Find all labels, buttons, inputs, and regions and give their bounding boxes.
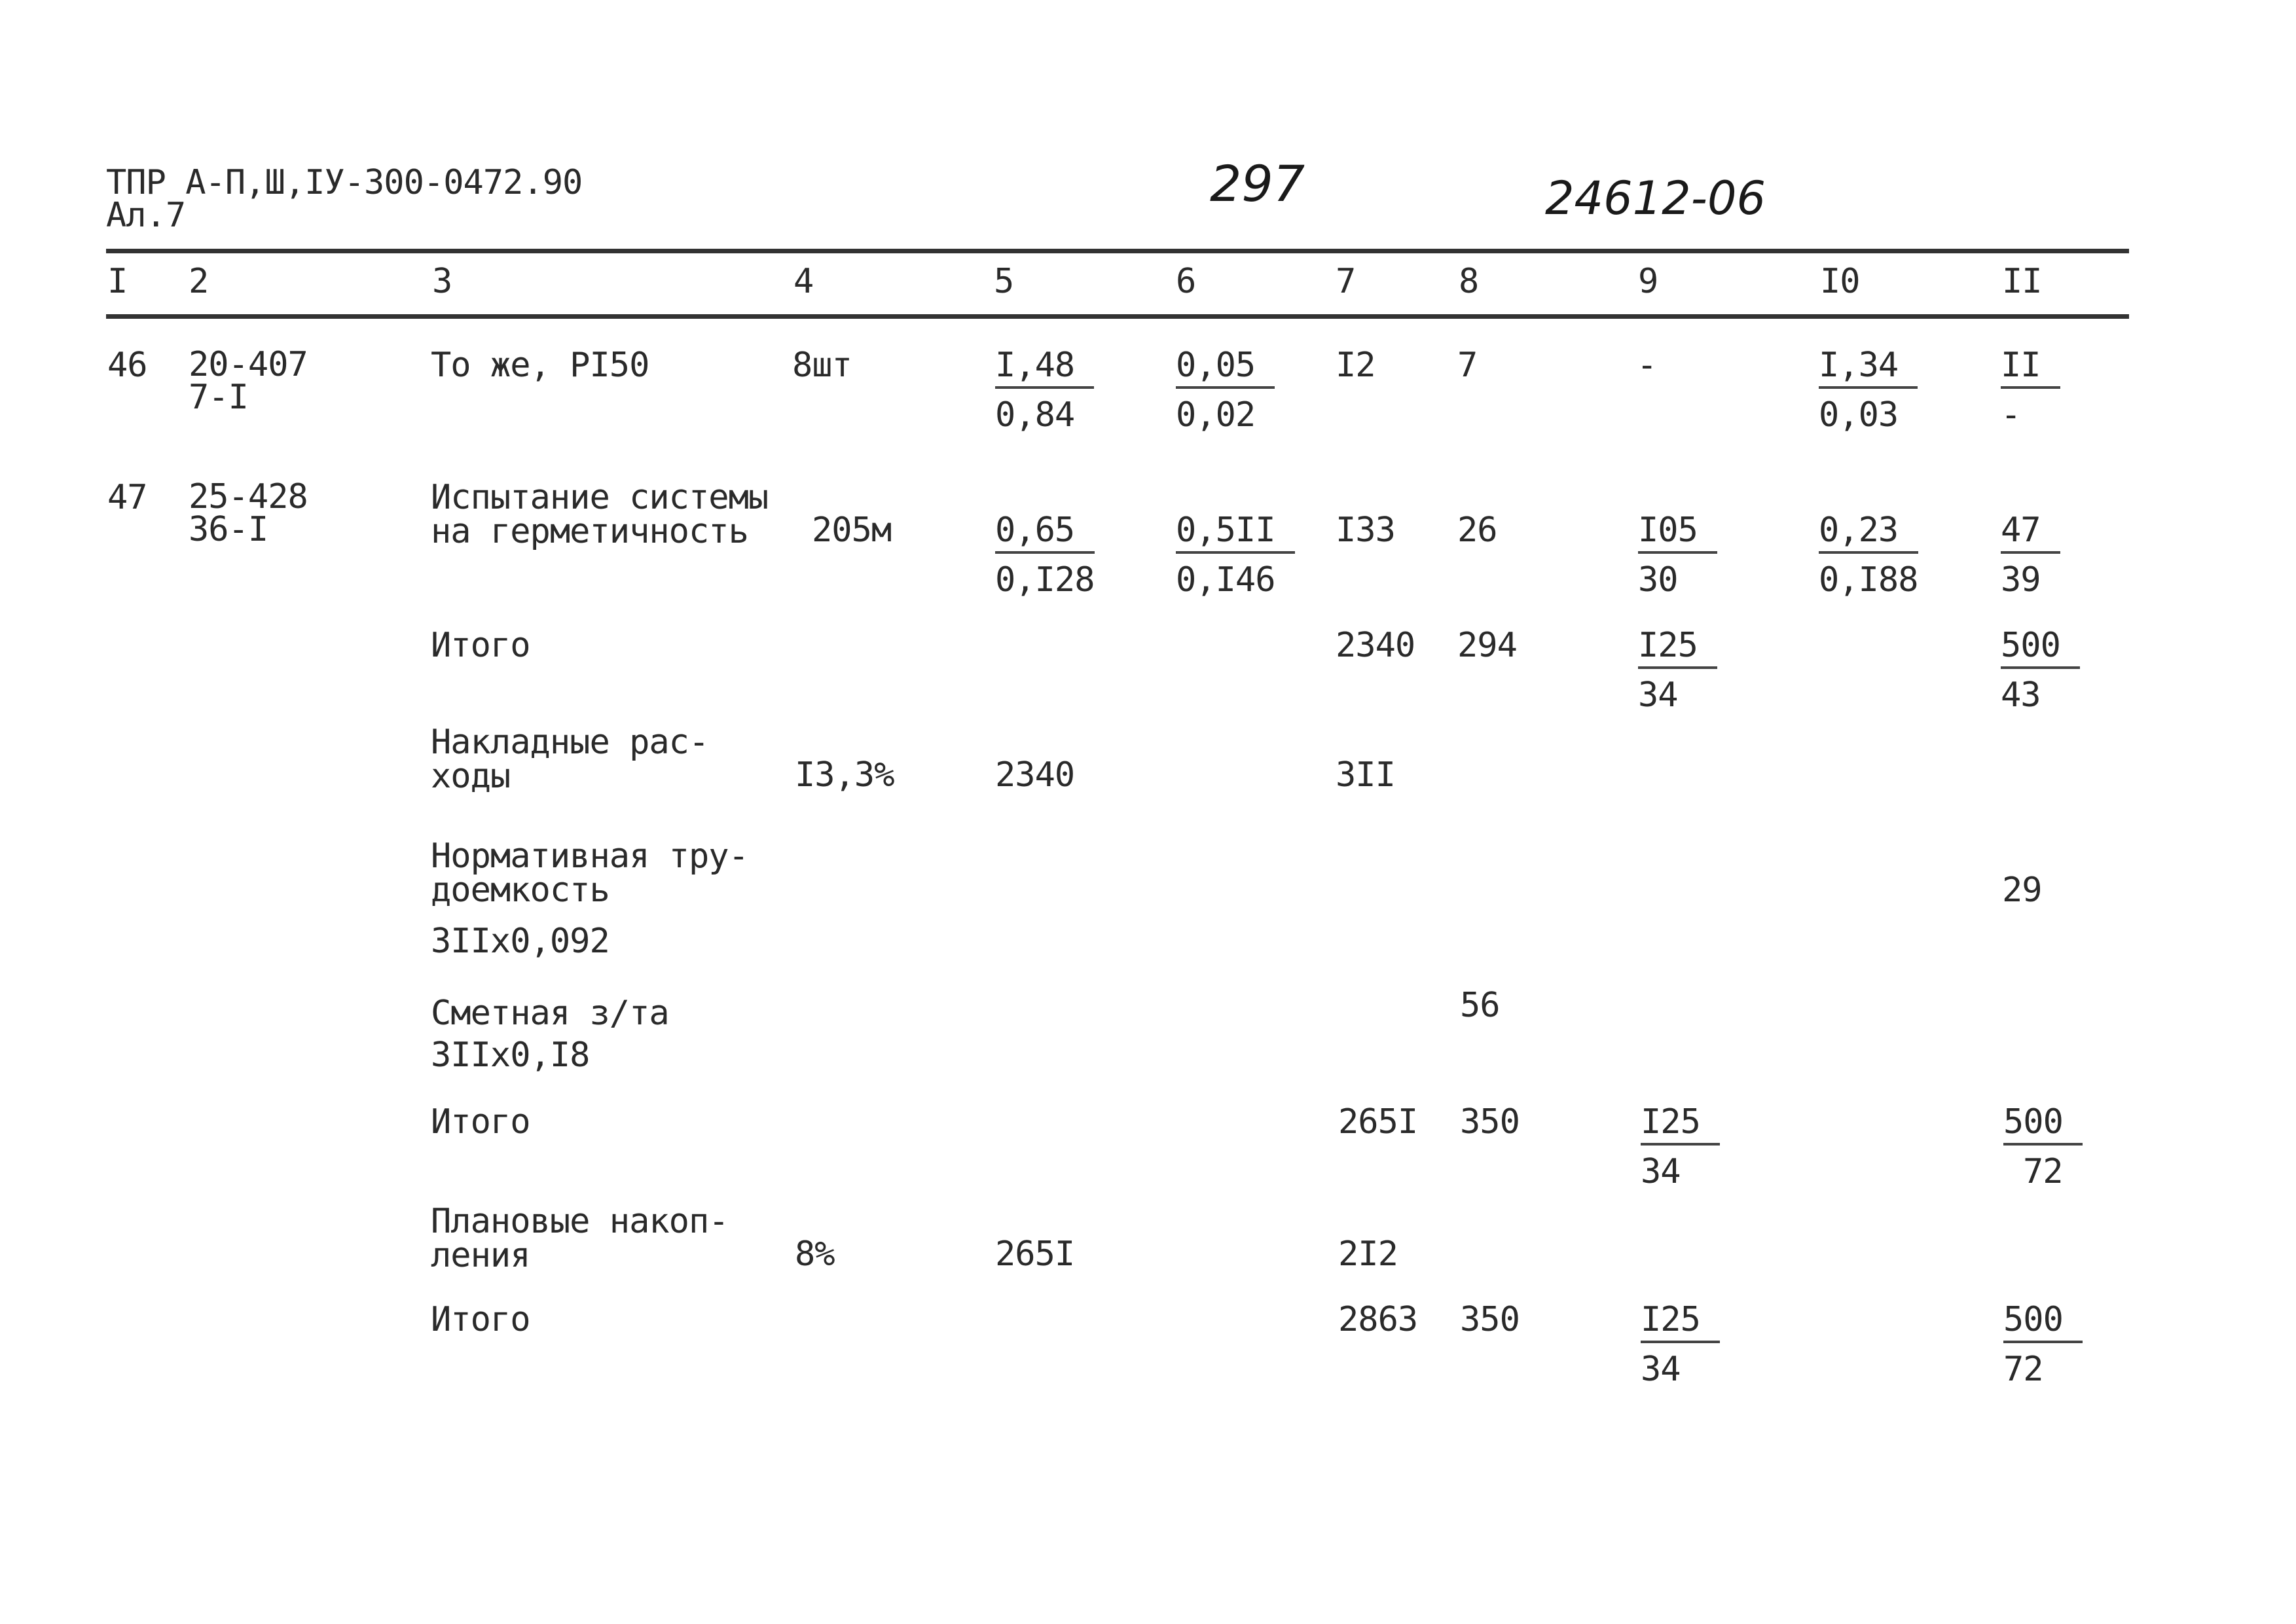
row46-code: 20-407 7-I	[189, 345, 308, 417]
col-header-11: II	[2002, 262, 2042, 301]
row47-c5-bottom: 0,I28	[995, 560, 1095, 600]
row46-c6	[1176, 346, 1275, 435]
itogo3-c9-bottom: 34	[1641, 1350, 1681, 1389]
row47-name: Испытание системы на герметичность	[431, 478, 769, 551]
itogo3-c9	[1641, 1300, 1720, 1389]
labor-c11: 29	[2002, 871, 2042, 910]
savings-label: Плановые накоп- ления	[431, 1202, 729, 1275]
row47-c11-top: 47	[2001, 513, 2060, 554]
row46-c5	[995, 346, 1094, 435]
row46-c10	[1819, 346, 1918, 435]
col-header-3: 3	[432, 262, 452, 301]
overhead-c7: 3II	[1336, 755, 1395, 795]
header-top-rule	[106, 249, 2129, 253]
row46-c11	[2001, 346, 2060, 435]
row47-c9-top: I05	[1638, 513, 1717, 554]
col-header-8: 8	[1459, 262, 1479, 301]
col-header-10: I0	[1820, 262, 1860, 301]
row47-c8: 26	[1457, 511, 1497, 550]
overhead-rate: I3,3%	[795, 755, 894, 795]
album-label: Ал.7	[106, 196, 186, 235]
itogo1-c7: 2340	[1336, 626, 1415, 665]
itogo2-c9	[1641, 1102, 1720, 1191]
labor-label: Нормативная тру- доемкость	[431, 837, 748, 910]
row47-c10-bottom: 0,I88	[1819, 560, 1918, 600]
savings-c7: 2I2	[1338, 1235, 1398, 1274]
row46-c8: 7	[1457, 346, 1478, 385]
doc-code: ТПР А-П,Ш,IУ-300-0472.90	[106, 163, 583, 202]
itogo3-c11-top: 500	[2003, 1303, 2083, 1343]
row47-c5	[995, 511, 1095, 600]
itogo2-c11-top: 500	[2003, 1105, 2083, 1146]
row46-num: 46	[107, 346, 147, 385]
row47-code: 25-428 36-I	[189, 477, 308, 549]
labor-formula: 3IIx0,092	[431, 922, 610, 961]
row46-c7: I2	[1336, 346, 1376, 385]
col-header-9: 9	[1638, 262, 1658, 301]
row47-c6-top: 0,5II	[1176, 513, 1295, 554]
row47-c9-bottom: 30	[1638, 560, 1678, 600]
col-header-7: 7	[1336, 262, 1356, 301]
row47-c10	[1819, 511, 1918, 600]
row47-c5-top: 0,65	[995, 513, 1095, 554]
row46-c10-top: I,34	[1819, 348, 1918, 389]
col-header-5: 5	[994, 262, 1014, 301]
savings-rate: 8%	[795, 1235, 835, 1274]
row46-c5-bottom: 0,84	[995, 395, 1075, 435]
row47-c9	[1638, 511, 1717, 600]
wages-formula: 3IIx0,I8	[431, 1036, 590, 1075]
row47-c11	[2001, 511, 2060, 600]
itogo3-label: Итого	[431, 1300, 530, 1339]
header-bottom-rule	[106, 314, 2129, 319]
col-header-6: 6	[1176, 262, 1196, 301]
itogo1-c8: 294	[1457, 626, 1517, 665]
row46-name: То же, РI50	[431, 346, 649, 385]
wages-label: Сметная з/та	[431, 994, 669, 1033]
itogo1-label: Итого	[431, 626, 530, 665]
savings-c5: 265I	[995, 1235, 1075, 1274]
itogo2-c8: 350	[1460, 1102, 1520, 1142]
inventory-number: 24612-06	[1545, 171, 1766, 225]
row46-c6-bottom: 0,02	[1176, 395, 1256, 435]
itogo1-c9-bottom: 34	[1638, 676, 1678, 715]
itogo2-c9-top: I25	[1641, 1105, 1720, 1146]
itogo3-c8: 350	[1460, 1300, 1520, 1339]
itogo1-c11	[2001, 626, 2080, 715]
itogo3-c7: 2863	[1338, 1300, 1418, 1339]
itogo2-c9-bottom: 34	[1641, 1152, 1681, 1191]
itogo2-label: Итого	[431, 1102, 530, 1142]
row46-c5-top: I,48	[995, 348, 1094, 389]
row46-c9: -	[1637, 346, 1657, 385]
itogo3-c9-top: I25	[1641, 1303, 1720, 1343]
row46-c11-bottom: -	[2001, 395, 2021, 435]
row47-num: 47	[107, 478, 147, 517]
itogo1-c11-top: 500	[2001, 628, 2080, 669]
row47-c7: I33	[1336, 511, 1395, 550]
wages-c8: 56	[1460, 986, 1500, 1025]
itogo3-c11-bottom: 72	[2003, 1350, 2043, 1389]
col-header-4: 4	[793, 262, 814, 301]
page-number: 297	[1210, 154, 1305, 213]
itogo1-c11-bottom: 43	[2001, 676, 2041, 715]
row46-c11-top: II	[2001, 348, 2060, 389]
row47-c11-bottom: 39	[2001, 560, 2041, 600]
row47-c6	[1176, 511, 1295, 600]
itogo2-c7: 265I	[1338, 1102, 1418, 1142]
row47-qty: 205м	[812, 511, 892, 550]
row46-c10-bottom: 0,03	[1819, 395, 1899, 435]
row47-c10-top: 0,23	[1819, 513, 1918, 554]
row46-c6-top: 0,05	[1176, 348, 1275, 389]
col-header-1: I	[107, 262, 128, 301]
row46-qty: 8шт	[792, 346, 852, 385]
itogo2-c11	[2003, 1102, 2083, 1191]
itogo2-c11-bottom: 72	[2023, 1152, 2063, 1191]
itogo3-c11	[2003, 1300, 2083, 1389]
overhead-label: Накладные рас- ходы	[431, 723, 709, 796]
row47-c6-bottom: 0,I46	[1176, 560, 1275, 600]
col-header-2: 2	[189, 262, 209, 301]
overhead-c5: 2340	[995, 755, 1075, 795]
itogo1-c9-top: I25	[1638, 628, 1717, 669]
itogo1-c9	[1638, 626, 1717, 715]
